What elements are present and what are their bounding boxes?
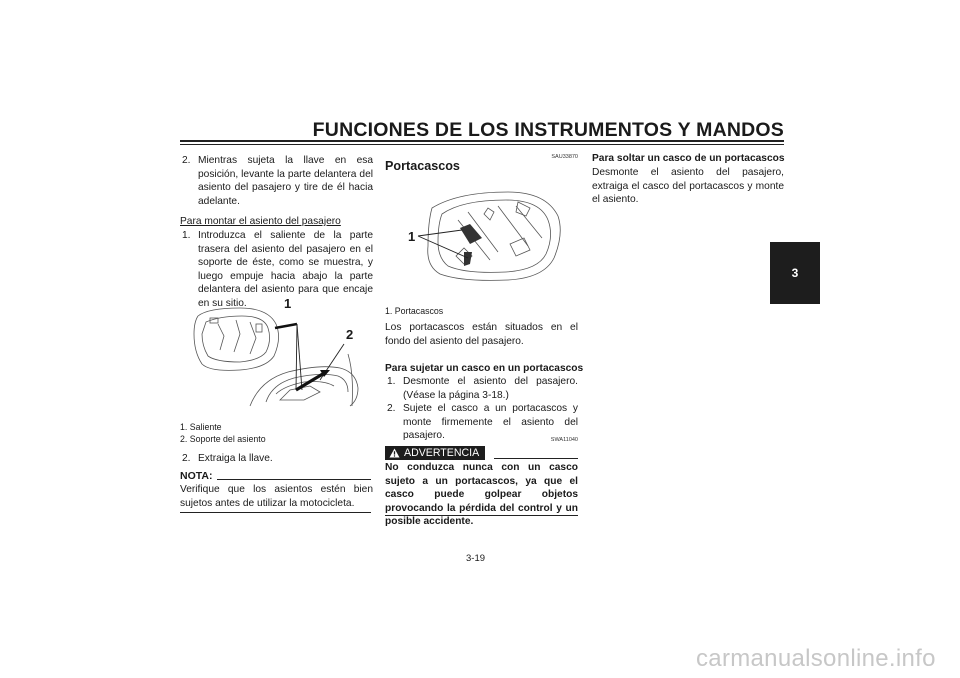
section-code: SAU33870 <box>551 154 578 160</box>
step-text: Sujete el casco a un portacascos y monte firmemente el asiento del pasajero. <box>403 403 578 441</box>
intro-text: Los portacascos están situados en el fondo del asiento del pasajero. <box>385 322 578 347</box>
mount-seat-heading: Para montar el asiento del pasajero <box>180 216 341 227</box>
page-number: 3-19 <box>466 553 486 564</box>
extract-key-step <box>180 452 373 466</box>
helmet-holder-illustration <box>398 186 564 286</box>
list-item: 2. Extraiga la llave. <box>182 453 273 464</box>
warning-code: SWA11040 <box>550 437 578 443</box>
list-item: 2. Sujete el casco a un portacascos y monte firmemente el asiento del pasajero. <box>387 403 578 441</box>
seat-mount-illustration <box>180 294 373 412</box>
header-rule <box>180 140 784 142</box>
caption-soporte: 2. Soporte del asiento <box>180 434 266 444</box>
hold-steps <box>385 375 578 443</box>
note-rule-top <box>217 479 371 480</box>
note-label: NOTA: <box>180 470 213 482</box>
step-text: Desmonte el asiento del pasajero. (Véase la página 3-18.) <box>403 376 578 401</box>
page-header-title: FUNCIONES DE LOS INSTRUMENTOS Y MANDOS <box>312 119 784 141</box>
chapter-tab[interactable] <box>770 242 820 304</box>
list-item: 1. Desmonte el asiento del pasajero. (Véase la página 3-18.) <box>387 376 578 401</box>
watermark-text: carmanualsonline.info <box>696 645 936 672</box>
figure-label-1: 1 <box>284 296 292 311</box>
note-rule-bottom <box>180 512 371 513</box>
warning-text: No conduzca nunca con un casco sujeto a un portacascos, ya que el casco puede golpear objetos provocando la pérdida del control y un posible accidente. <box>385 462 578 527</box>
note-text: Verifique que los asientos estén bien sujetos antes de utilizar la motocicleta. <box>180 484 373 509</box>
release-text: Desmonte el asiento del pasajero, extraiga el casco del portacascos y monte el asiento. <box>592 167 784 205</box>
left-column <box>180 154 373 208</box>
warning-rule-bottom <box>385 515 578 516</box>
list-item: 2. Mientras sujeta la llave en esa posición, levante la parte delantera del asiento del pasajero y tire de él hacia adelante. <box>182 155 373 207</box>
release-helmet-heading: Para soltar un casco de un portacascos <box>592 153 785 164</box>
figure-label-portacascos: 1 <box>408 229 416 244</box>
caption-portacascos: 1. Portacascos <box>385 306 444 316</box>
step-text: Mientras sujeta la llave en esa posición, levante la parte delantera del asiento del pasajero y tire de él hacia adelante. <box>198 155 373 207</box>
figure-label-2: 2 <box>346 327 354 342</box>
warning-rule-top <box>494 458 578 459</box>
step-text: Extraiga la llave. <box>198 453 273 464</box>
hold-helmet-heading: Para sujetar un casco en un portacascos <box>385 363 584 374</box>
caption-saliente: 1. Saliente <box>180 422 222 432</box>
chapter-tab-label: 3 <box>791 266 799 280</box>
step-text: Introduzca el saliente de la parte trasera del asiento del pasajero en el soporte de éste, como se muestra, y luego empuje hacia abajo la parte delantera del asiento para que encaje en su sitio. <box>198 230 373 309</box>
warning-label: ADVERTENCIA <box>404 447 480 459</box>
list-item: 1. Introduzca el saliente de la parte trasera del asiento del pasajero en el soporte de éste, como se muestra, y luego empuje hacia abajo la parte delantera del asiento para que encaje en su sitio. <box>182 230 373 309</box>
warning-badge <box>385 446 485 460</box>
header-rule-thin <box>180 144 784 145</box>
warning-triangle-icon <box>389 448 400 458</box>
section-title: Portacascos <box>385 159 460 173</box>
